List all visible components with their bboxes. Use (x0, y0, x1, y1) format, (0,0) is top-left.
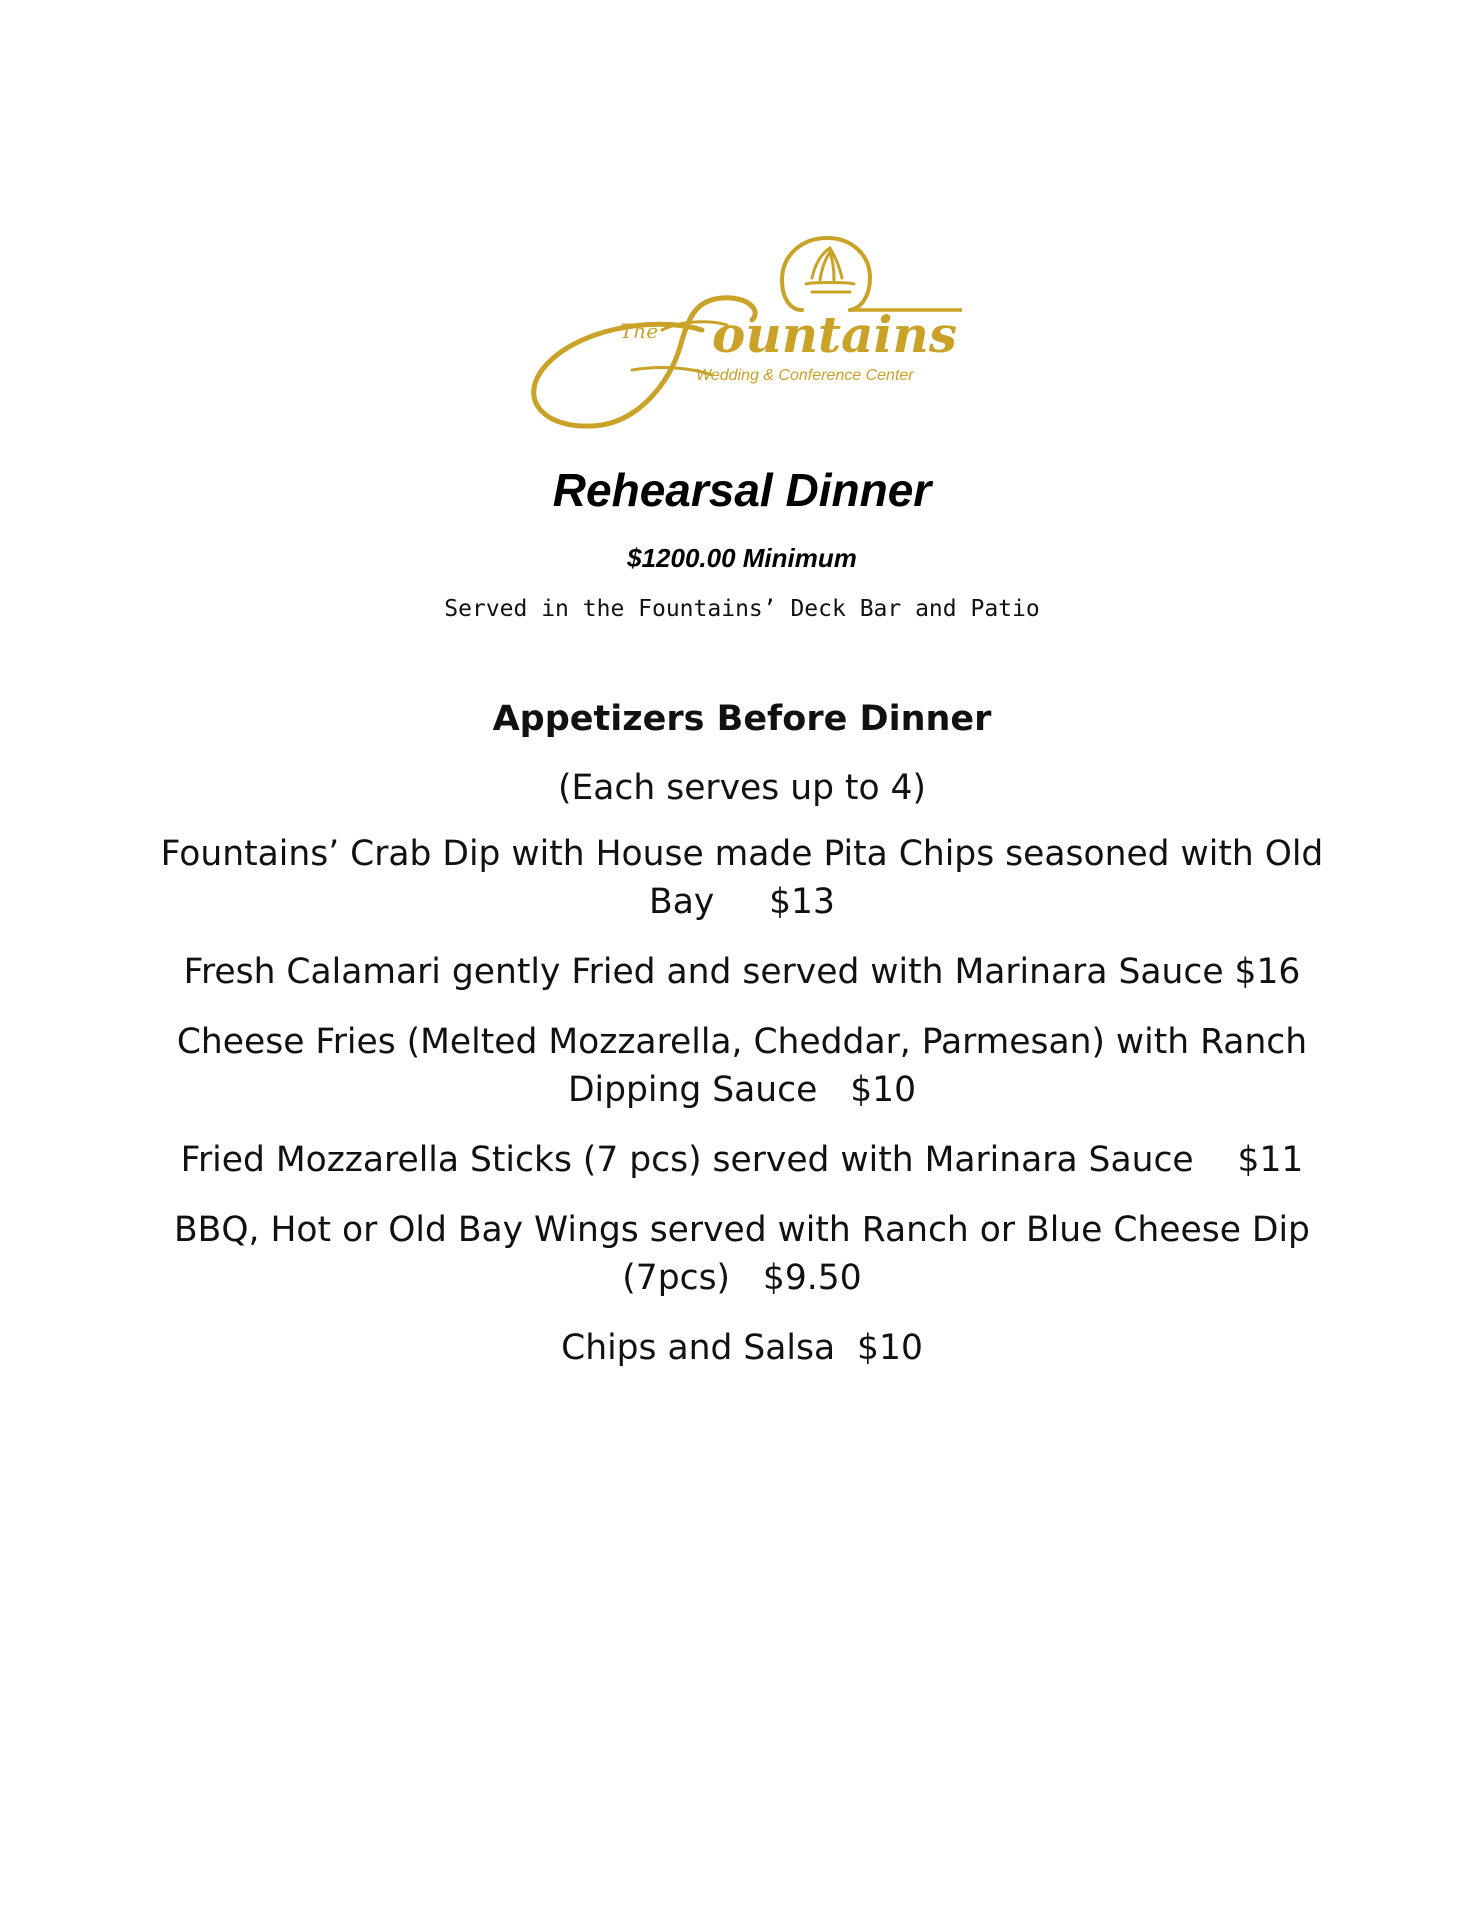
svg-text:ountains: ountains (712, 305, 958, 364)
minimum-price: $1200.00 Minimum (627, 543, 857, 573)
page-title: Rehearsal Dinner (552, 464, 932, 516)
menu-item: Chips and Salsa $10 (561, 1328, 923, 1368)
appetizer-list (150, 764, 1334, 1394)
fountains-logo (512, 220, 962, 440)
menu-item: BBQ, Hot or Old Bay Wings served with Ranch or Blue Cheese Dip (7pcs) $9.50 (174, 1210, 1321, 1298)
menu-item: Fresh Calamari gently Fried and served with Marinara Sauce $16 (183, 952, 1301, 992)
section-title: Appetizers Before Dinner (492, 699, 992, 739)
menu-item: Fountains’ Crab Dip with House made Pita Chips seasoned with Old Bay $13 (160, 834, 1335, 922)
menu-item: Fried Mozzarella Sticks (7 pcs) served with Marinara Sauce $11 (180, 1140, 1304, 1180)
svg-text:Wedding & Conference Center: Wedding & Conference Center (696, 367, 914, 384)
svg-text:The: The (620, 319, 659, 343)
serves-note: (Each serves up to 4) (558, 768, 926, 808)
menu-item: Cheese Fries (Melted Mozzarella, Cheddar, Parmesan) with Ranch Dipping Sauce $10 (176, 1022, 1319, 1110)
venue-note: Served in the Fountains’ Deck Bar and Patio (444, 596, 1040, 622)
